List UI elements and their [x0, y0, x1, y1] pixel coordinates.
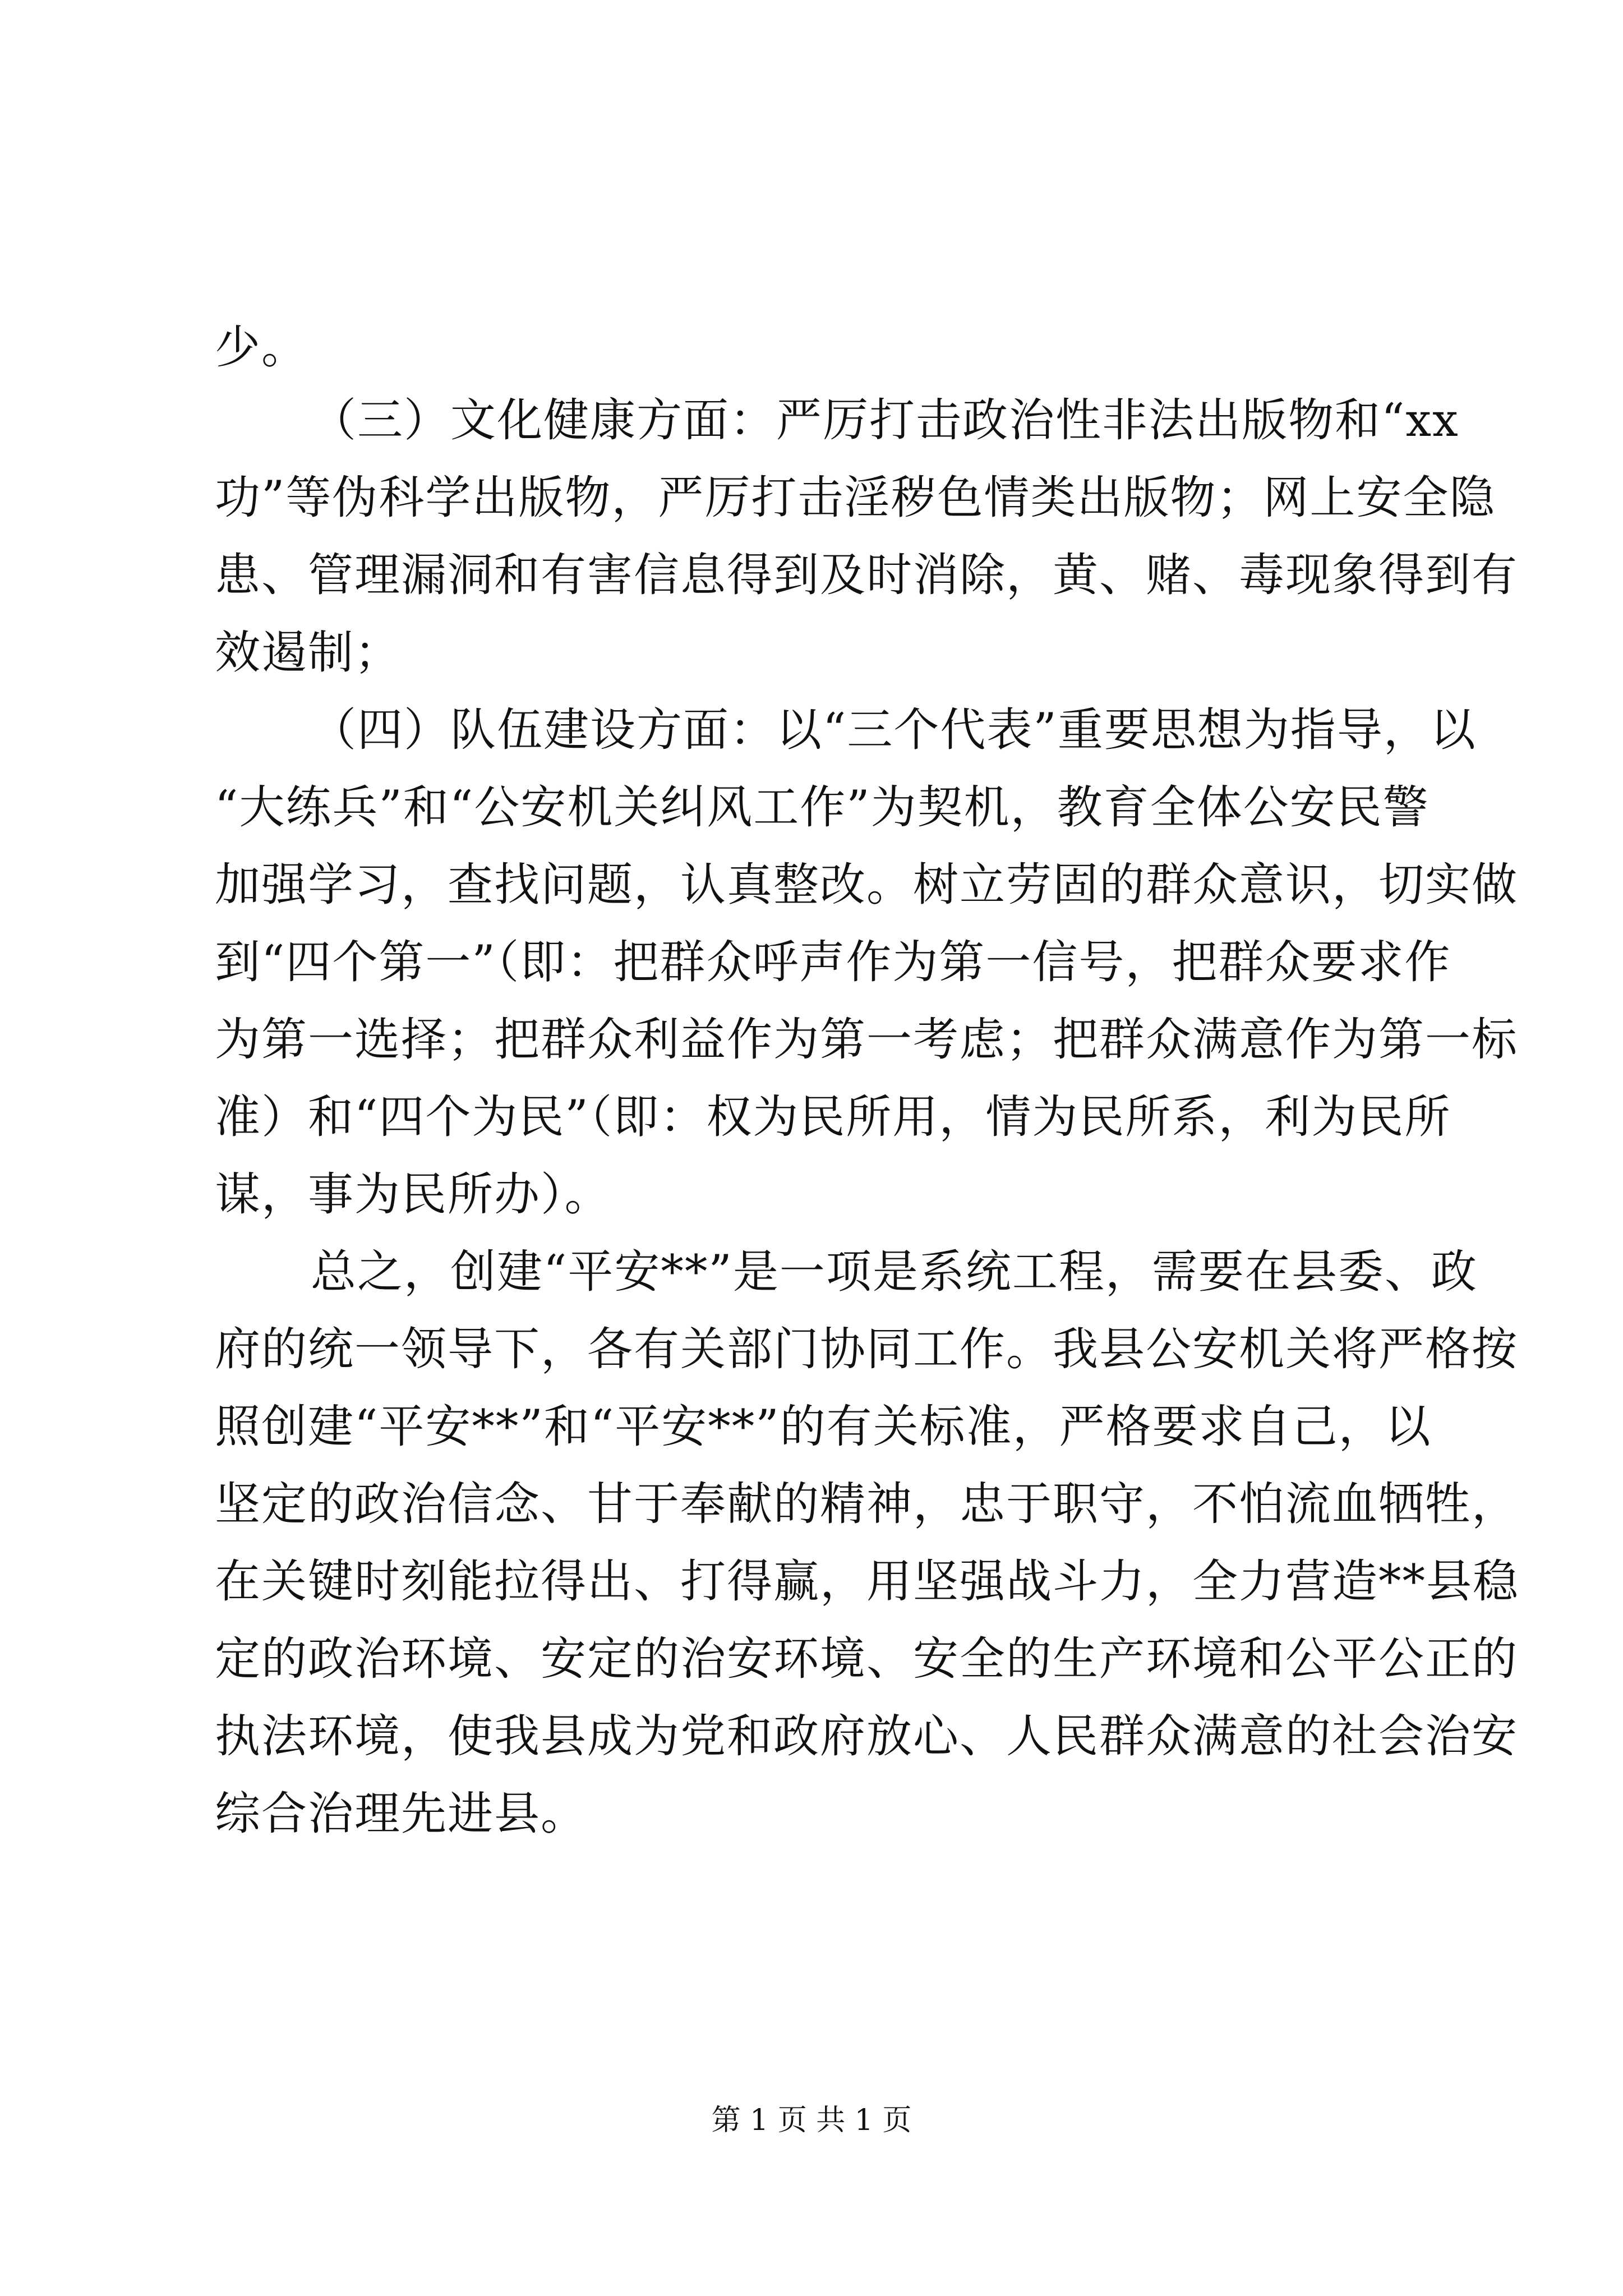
text-line: 府的统一领导下，各有关部门协同工作。我县公安机关将严格按	[215, 1323, 1519, 1376]
text-line: 准）和“四个为民”（即：权为民所用，情为民所系，利为民所	[215, 1091, 1451, 1144]
text-line: 总之，创建“平安**”是一项是系统工程，需要在县委、政	[311, 1246, 1478, 1299]
text-line: 少。	[215, 321, 308, 374]
text-line: 为第一选择；把群众利益作为第一考虑；把群众满意作为第一标	[215, 1014, 1519, 1066]
text-line: 谋，事为民所办）。	[215, 1168, 611, 1221]
text-line: 到“四个第一”（即：把群众呼声作为第一信号，把群众要求作	[215, 936, 1451, 989]
text-line: 在关键时刻能拉得出、打得赢，用坚强战斗力，全力营造**县稳	[215, 1556, 1520, 1608]
text-line: 综合治理先进县。	[215, 1788, 588, 1841]
text-line: 加强学习，查找问题，认真整改。树立劳固的群众意识，切实做	[215, 859, 1519, 912]
text-line: 效遏制；	[215, 627, 402, 679]
text-line: （三）文化健康方面：严厉打击政治性非法出版物和“xx	[311, 394, 1459, 447]
text-line: 坚定的政治信念、甘于奉献的精神，忠于职守，不怕流血牺牲，	[215, 1478, 1519, 1531]
text-line: 执法环境，使我县成为党和政府放心、人民群众满意的社会治安	[215, 1710, 1519, 1763]
text-line: 患、管理漏洞和有害信息得到及时消除，黄、赌、毒现象得到有	[215, 549, 1519, 602]
text-line: （四）队伍建设方面：以“三个代表”重要思想为指导，以	[311, 704, 1477, 757]
page-footer: 第 1 页 共 1 页	[711, 2104, 912, 2137]
text-line: 定的政治环境、安定的治安环境、安全的生产环境和公平公正的	[215, 1633, 1519, 1686]
text-line: 功”等伪科学出版物，严厉打击淫秽色情类出版物；网上安全隐	[215, 472, 1496, 524]
text-line: 照创建“平安**”和“平安**”的有关标准，严格要求自己，以	[215, 1401, 1432, 1453]
text-line: “大练兵”和“公安机关纠风工作”为契机，教育全体公安民警	[215, 781, 1430, 834]
